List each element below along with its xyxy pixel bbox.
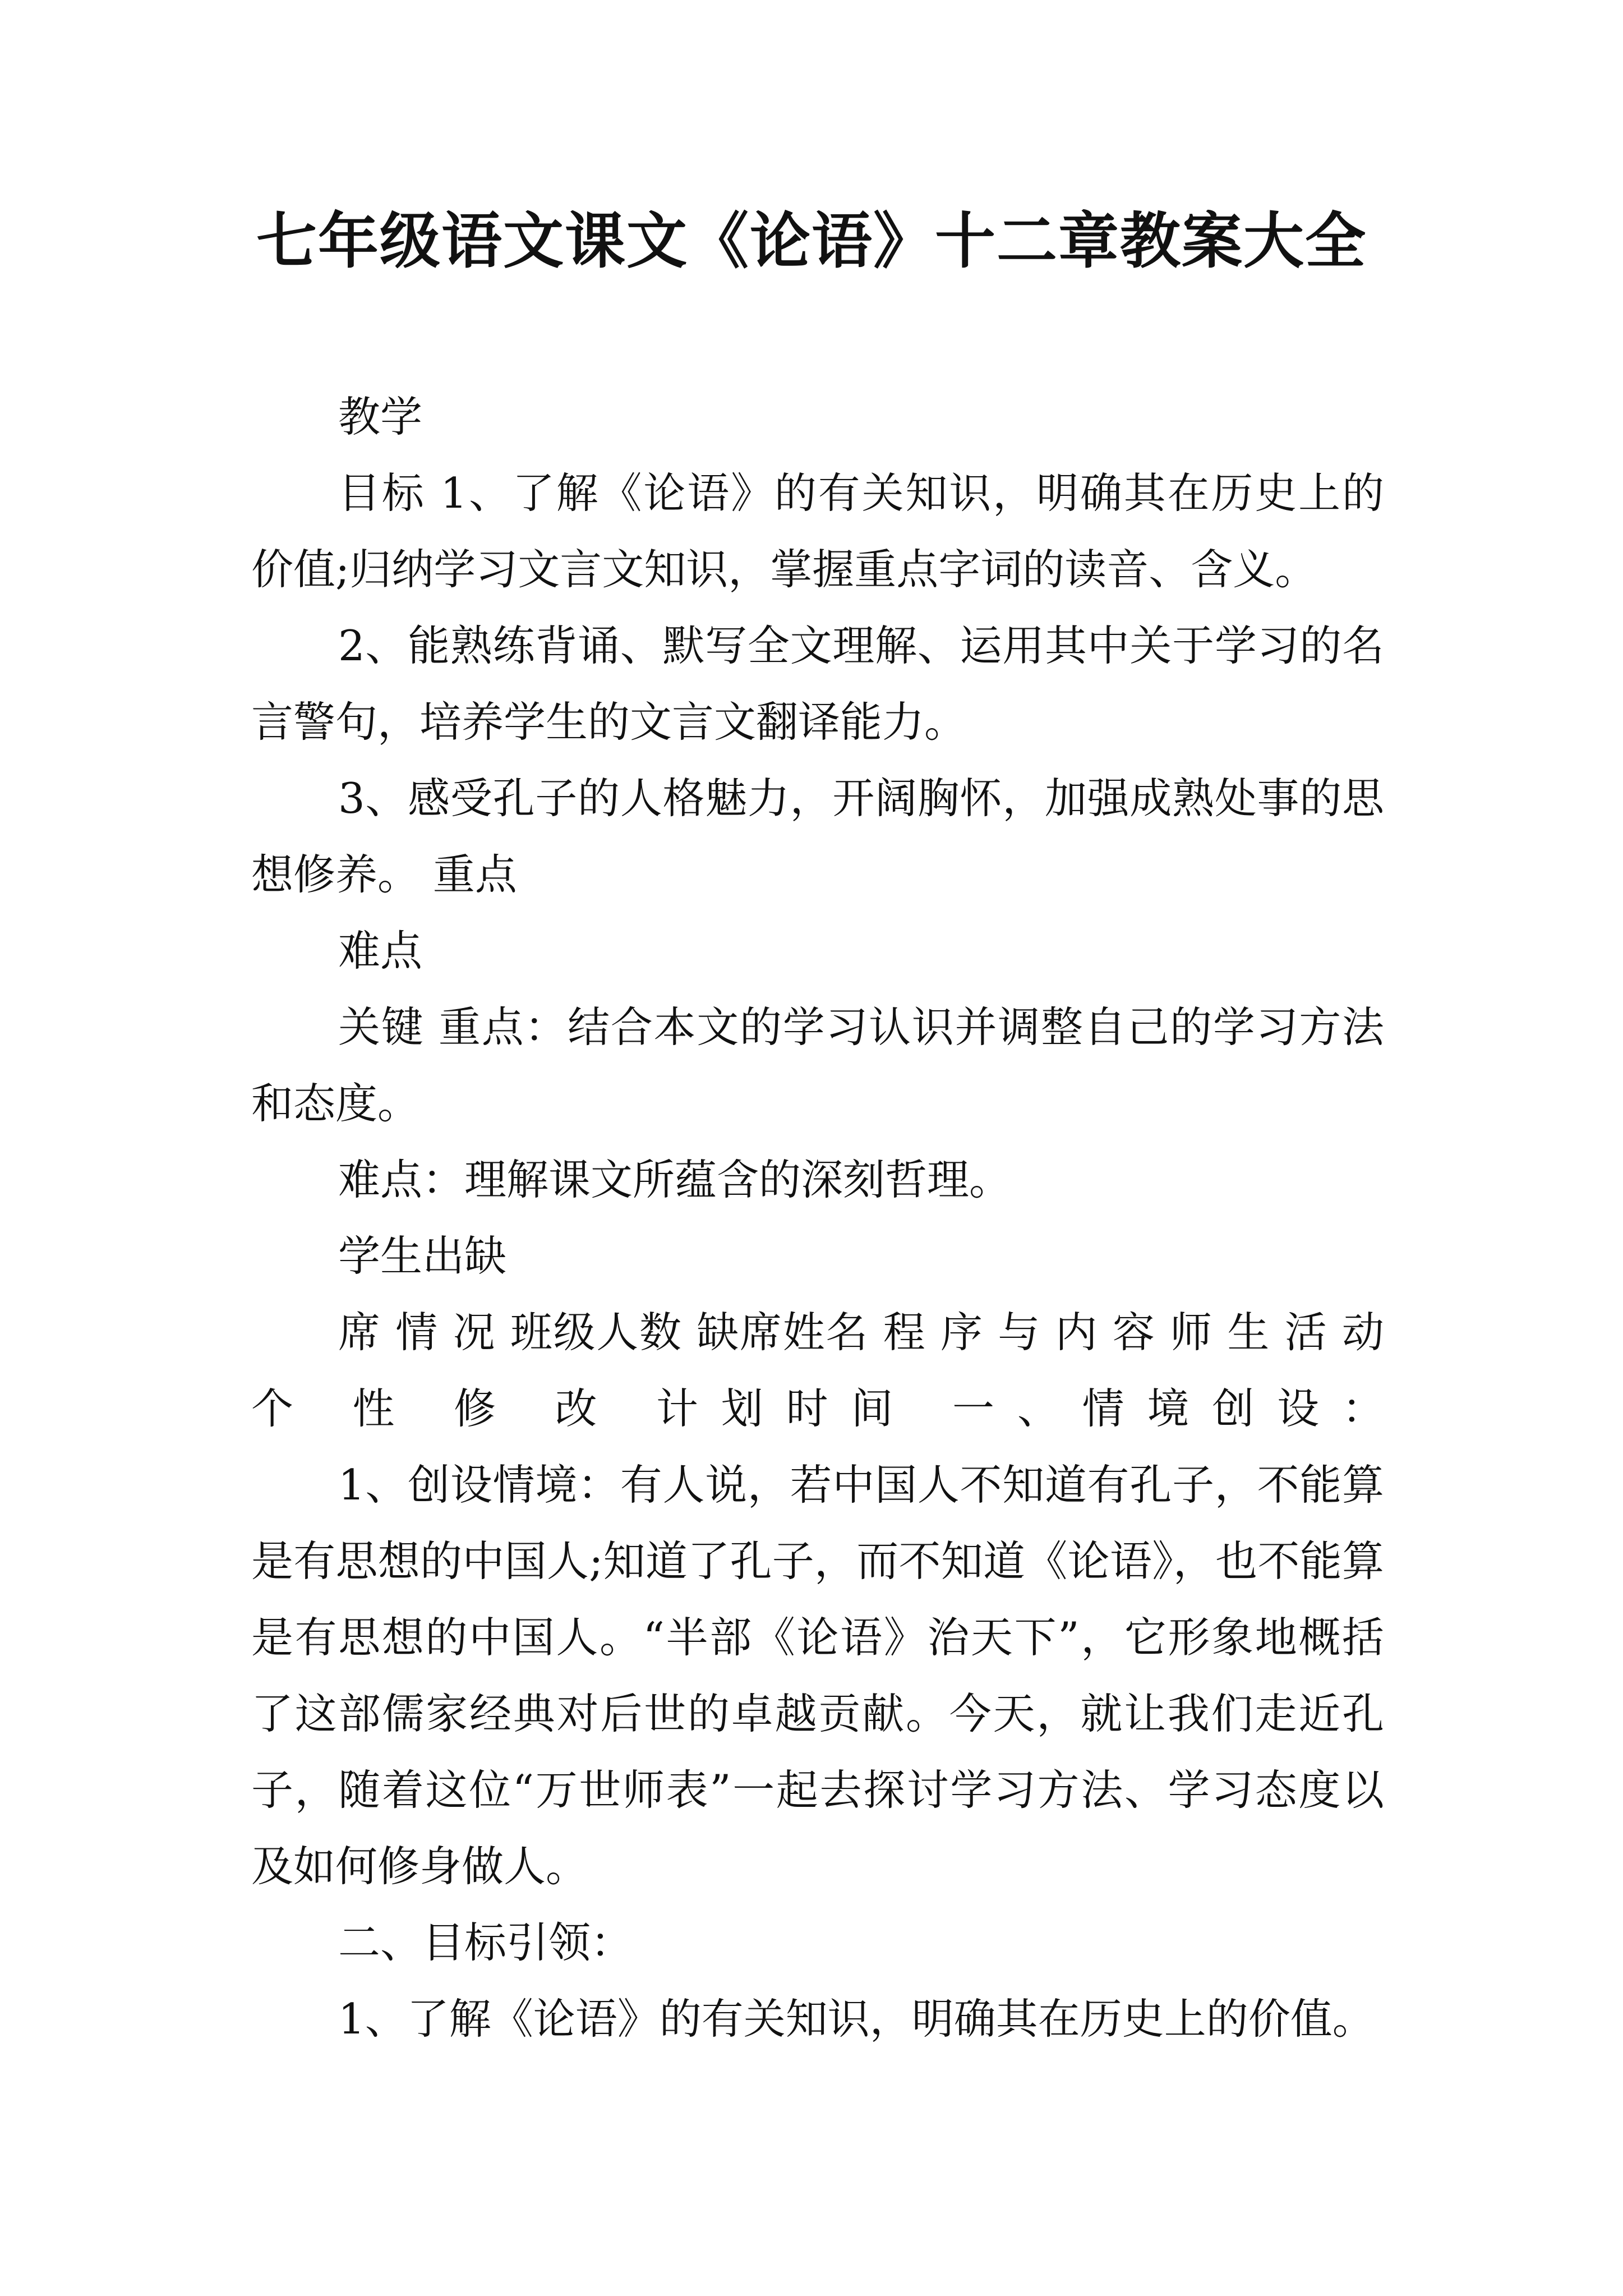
paragraph-scenario: 1、创设情境：有人说，若中国人不知道有孔子，不能算是有思想的中国人;知道了孔子，而不知道《论语》，也不能算是有思想的中国人。“半部《论语》治天下”，它形象地概括了这部儒家经典对后世的卓越贡献。今天，就让我们走近孔子，随着这位“万世师表”一起去探讨学习方法、学习态度以及如何修身做人。 [251, 1460, 1384, 1891]
paragraph-attendance-table: 席 情 况 班级人数 缺席姓名 程 序 与 内 容 师 生 活 动 个 性 修 改 计划时间 一、情境创设： [251, 1308, 1384, 1433]
paragraph-attendance-heading: 学生出缺 [338, 1231, 507, 1281]
paragraph-goal-1: 1、了解《论语》的有关知识，明确其在历史上的价值。 [338, 1994, 1375, 2044]
paragraph-key-points: 关键 重点：结合本文的学习认识并调整自己的学习方法和态度。 [251, 1002, 1384, 1128]
paragraph-teaching: 教学 [338, 392, 423, 441]
paragraph-objective-3: 3、感受孔子的人格魅力，开阔胸怀，加强成熟处事的思想修养。 重点 [251, 774, 1384, 899]
paragraph-difficulty: 难点：理解课文所蕴含的深刻哲理。 [338, 1155, 1012, 1204]
paragraph-objective-1: 目标 1、了解《论语》的有关知识，明确其在历史上的价值;归纳学习文言文知识，掌握重点字词的读音、含义。 [251, 468, 1384, 594]
paragraph-objective-2: 2、能熟练背诵、默写全文理解、运用其中关于学习的名言警句，培养学生的文言文翻译能力。 [251, 621, 1384, 747]
document-title: 七年级语文课文《论语》十二章教案大全 [256, 206, 1367, 277]
paragraph-goal-heading: 二、目标引领： [338, 1918, 633, 1967]
paragraph-difficulty-heading: 难点 [338, 926, 423, 976]
document-body [251, 379, 1384, 2057]
